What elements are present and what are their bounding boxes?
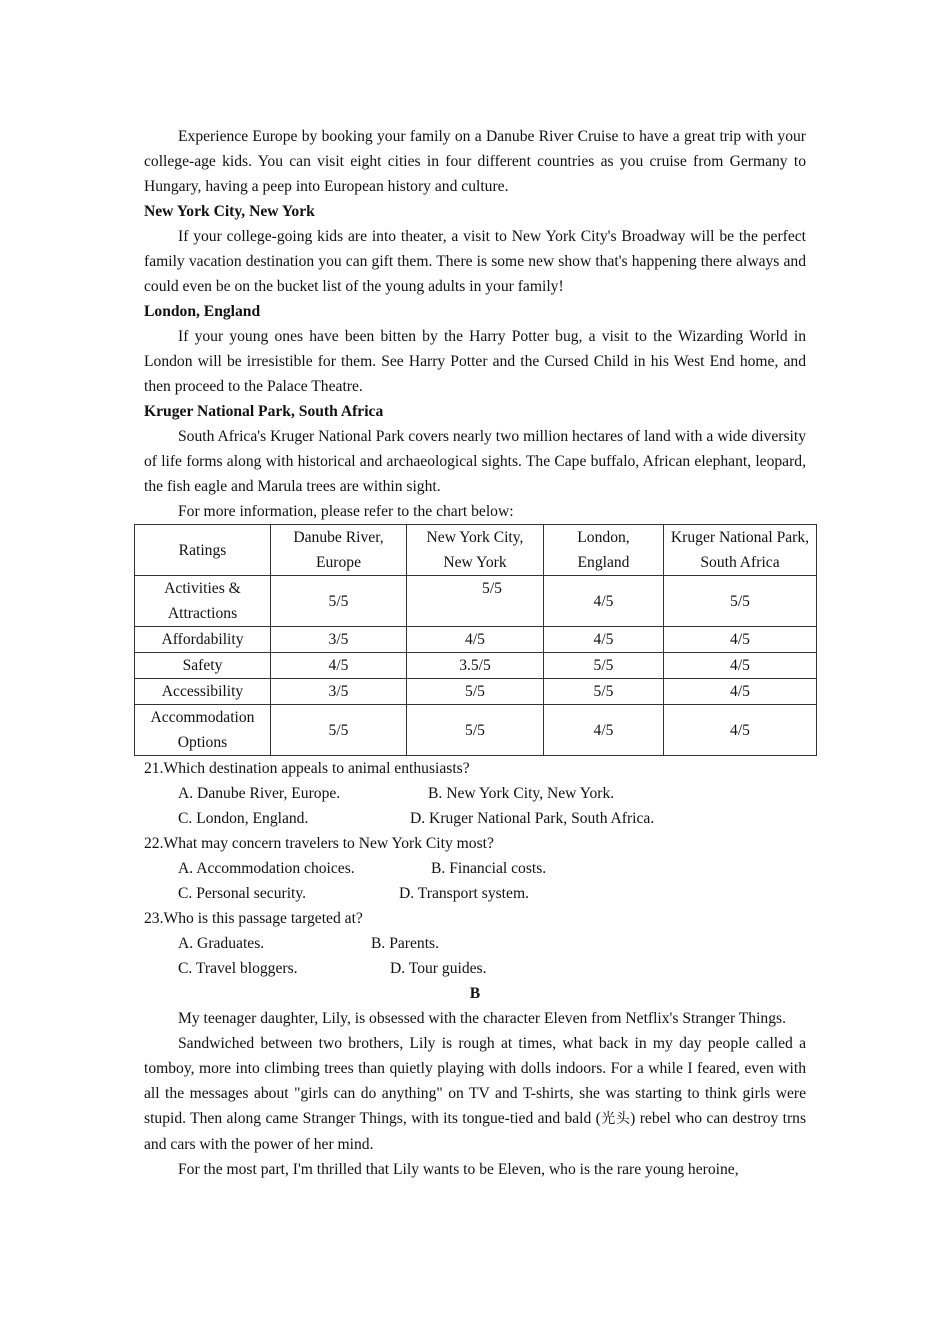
table-cell: 5/5 [271, 705, 407, 756]
option-23-c: C. Travel bloggers. [178, 960, 298, 977]
option-23-b: B. Parents. [371, 935, 440, 952]
table-cell: 4/5 [544, 627, 664, 653]
table-cell: 4/5 [664, 705, 817, 756]
table-cell: 4/5 [544, 705, 664, 756]
part-b-paragraph-2-text: Sandwiched between two brothers, Lily is rough at times, what back in my day people called a tomboy, more into climbing trees than quietly playing with dolls indoors. For a while I feared, even with all the messages about "girls can do anything" on TV and T-shirts, she was starting to think girls were stupid. Then along came Stranger Things, with its tongue-tied and bald ( [144, 1035, 806, 1127]
table-header-cell: Kruger National Park, South Africa [664, 525, 817, 576]
table-cell: 4/5 [544, 576, 664, 627]
table-row-label: Activities & Attractions [135, 576, 271, 627]
table-cell: 5/5 [407, 705, 544, 756]
option-21-b: B. New York City, New York. [428, 785, 615, 802]
table-cell: 4/5 [271, 653, 407, 679]
option-23-a: A. Graduates. [178, 935, 265, 952]
option-22-d: D. Transport system. [399, 885, 529, 902]
question-22-options-cd [144, 881, 806, 906]
table-cell: 3/5 [271, 627, 407, 653]
section-heading-kruger: Kruger National Park, South Africa [144, 403, 384, 420]
section-text-new-york: If your college-going kids are into theater, a visit to New York City's Broadway will be the perfect family vacation destination you can gift them. There is some new show that's happening there always and could even be on the bucket list of the young adults in your family! [144, 228, 806, 295]
table-header-cell: London, England [544, 525, 664, 576]
table-cell: 5/5 [544, 679, 664, 705]
table-header-cell: New York City, New York [407, 525, 544, 576]
table-cell: 4/5 [664, 679, 817, 705]
table-cell: 5/5 [544, 653, 664, 679]
part-b-label: B [469, 985, 481, 1002]
table-row-label: Safety [135, 653, 271, 679]
table-row-label: Accessibility [135, 679, 271, 705]
table-cell: 4/5 [407, 627, 544, 653]
section-text-kruger: South Africa's Kruger National Park covers nearly two million hectares of land with a wide diversity of life forms along with historical and archaeological sights. The Cape buffalo, African elephant, leopard, the fish eagle and Marula trees are within sight. [144, 428, 806, 495]
question-23: 23.Who is this passage targeted at? [144, 910, 363, 927]
table-row-label: Accommodation Options [135, 705, 271, 756]
table-cell: 4/5 [664, 653, 817, 679]
table-row [135, 627, 817, 653]
table-header-row [135, 525, 817, 576]
table-row [135, 576, 817, 627]
question-21-options-cd [144, 806, 806, 831]
question-21: 21.Which destination appeals to animal enthusiasts? [144, 760, 470, 777]
table-cell: 5/5 [664, 576, 817, 627]
option-22-b: B. Financial costs. [431, 860, 547, 877]
section-heading-london: London, England [144, 303, 261, 320]
part-b-paragraph-2-cjk: 光头 [600, 1111, 631, 1127]
question-23-options-cd [144, 956, 806, 981]
table-row [135, 705, 817, 756]
table-header-cell: Ratings [135, 525, 271, 576]
option-21-a: A. Danube River, Europe. [178, 785, 341, 802]
section-heading-new-york: New York City, New York [144, 203, 315, 220]
option-22-c: C. Personal security. [178, 885, 307, 902]
option-21-c: C. London, England. [178, 810, 309, 827]
table-cell: 3/5 [271, 679, 407, 705]
table-cell: 3.5/5 [407, 653, 544, 679]
question-22-options-ab [144, 856, 806, 881]
table-cell: 4/5 [664, 627, 817, 653]
question-23-options-ab [144, 931, 806, 956]
part-b-paragraph-1: My teenager daughter, Lily, is obsessed with the character Eleven from Netflix's Stranger Things. [178, 1010, 786, 1027]
table-row [135, 653, 817, 679]
table-row [135, 679, 817, 705]
table-cell: 5/5 [407, 679, 544, 705]
table-row-label: Affordability [135, 627, 271, 653]
document-page [144, 124, 810, 1182]
question-22: 22.What may concern travelers to New York City most? [144, 835, 494, 852]
option-23-d: D. Tour guides. [390, 960, 487, 977]
intro-paragraph: Experience Europe by booking your family on a Danube River Cruise to have a great trip with your college-age kids. You can visit eight cities in four different countries as you cruise from Germany to Hungary, having a peep into European history and culture. [144, 128, 806, 195]
part-b-paragraph-2 [144, 1031, 806, 1157]
table-cell: 5/5 [271, 576, 407, 627]
part-b-paragraph-2-text-end: ) rebel who can destroy trns and cars with the power of her mind. [144, 1110, 807, 1153]
section-text-london: If your young ones have been bitten by the Harry Potter bug, a visit to the Wizarding World in London will be irresistible for them. See Harry Potter and the Cursed Child in his West End home, and then proceed to the Palace Theatre. [144, 328, 806, 395]
table-header-cell: Danube River, Europe [271, 525, 407, 576]
table-cell: 5/5 [407, 576, 544, 627]
chart-intro: For more information, please refer to the chart below: [178, 503, 514, 520]
option-22-a: A. Accommodation choices. [178, 860, 355, 877]
ratings-table [134, 524, 817, 756]
option-21-d: D. Kruger National Park, South Africa. [410, 810, 655, 827]
part-b-paragraph-3: For the most part, I'm thrilled that Lily wants to be Eleven, who is the rare young heroine, [178, 1161, 739, 1178]
question-21-options-ab [144, 781, 806, 806]
